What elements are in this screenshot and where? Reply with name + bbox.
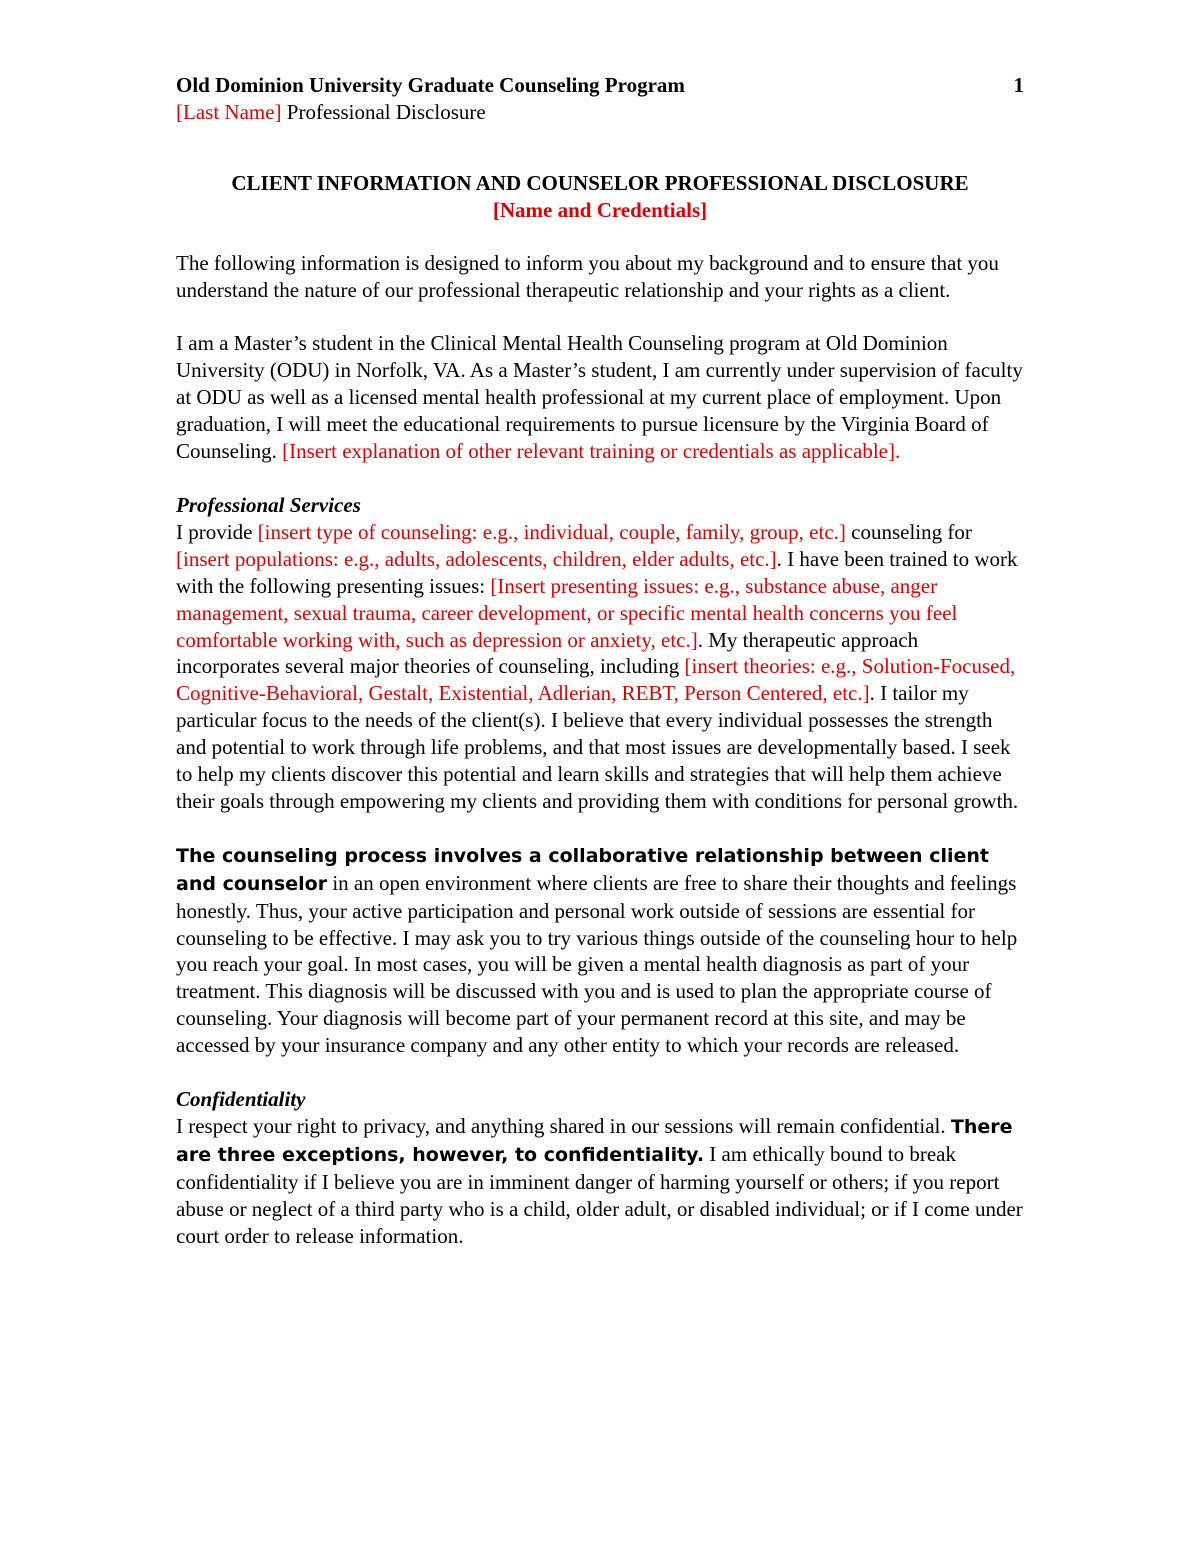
name-credentials-placeholder: [Name and Credentials] xyxy=(492,197,708,222)
confidentiality-text-2: I am ethically bound to break confidentiality if I believe you are in imminent danger of harming yourself or others; if you report abuse or neglect of a third party who is a child, older adult, or disabled individual; or if I come under court order to release information. xyxy=(176,1141,1023,1248)
confidentiality-text-1: I respect your right to privacy, and anything shared in our sessions will remain confidential. xyxy=(176,1114,951,1138)
presenting-issues-placeholder: [Insert presenting issues: e.g., substance abuse, anger management, sexual trauma, career development, or specific mental health concerns you feel comfortable working with, such as depression or anxiety, etc.] xyxy=(176,573,958,652)
intro-paragraph: The following information is designed to inform you about my background and to ensure that you understand the nature of our professional therapeutic relationship and your rights as a client. xyxy=(176,250,999,302)
counseling-process-paragraph xyxy=(176,842,1024,1059)
counseling-type-placeholder: [insert type of counseling: e.g., individual, couple, family, group, etc.] xyxy=(257,519,846,544)
program-title: Old Dominion University Graduate Counseling Program xyxy=(176,73,685,97)
document-body xyxy=(176,72,1024,1250)
populations-placeholder: [insert populations: e.g., adults, adolescents, children, elder adults, etc.] xyxy=(176,546,777,571)
background-paragraph xyxy=(176,330,1024,465)
services-text-2: counseling for xyxy=(845,519,972,544)
services-text-3: . I have been trained to work with the following presenting issues: xyxy=(176,546,1018,598)
counseling-process-text: in an open environment where clients are free to share their thoughts and feelings honestly. Thus, your active participation and personal work outside of sessions are essential for counseling to be effective. I may ask you to try various things outside of the counseling hour to help you reach your goal. In most cases, you will be given a mental health diagnosis as part of your treatment. This diagnosis will be discussed with you and is used to plan the appropriate course of counseling. Your diagnosis will become part of your permanent record at this site, and may be accessed by your insurance company and any other entity to which your records are released. xyxy=(176,870,1018,1058)
confidentiality-exceptions-bold: There are three exceptions, however, to confidentiality. xyxy=(176,1116,1013,1166)
last-name-placeholder: [Last Name] xyxy=(176,99,282,124)
running-subheader xyxy=(176,99,1024,126)
background-text: I am a Master’s student in the Clinical Mental Health Counseling program at Old Dominion University (ODU) in Norfolk, VA. As a Master’s student, I am currently under supervision of faculty at ODU as well as a licensed mental health professional at my current place of employment. Upon graduation, I will meet the educational requirements to pursue licensure by the Virginia Board of Counseling. xyxy=(176,331,1023,464)
page-number: 1 xyxy=(1013,73,1024,97)
confidentiality-paragraph xyxy=(176,1113,1024,1250)
services-text-5: . I tailor my particular focus to the needs of the client(s). I believe that every individual possesses the strength and potential to work through life problems, and that most issues are developmentally based. I seek to help my clients discover this potential and learn skills and strategies that will help them achieve their goals through empowering my clients and providing them with conditions for personal growth. xyxy=(176,681,1019,813)
services-text-4: . My therapeutic approach incorporates several major theories of counseling, including xyxy=(176,627,919,679)
credentials-placeholder: [Insert explanation of other relevant training or credentials as applicable]. xyxy=(282,439,901,464)
professional-services-heading: Professional Services xyxy=(176,492,361,517)
document-title-block xyxy=(176,170,1024,224)
running-header xyxy=(176,72,1024,99)
theories-placeholder: [insert theories: e.g., Solution-Focused, Cognitive-Behavioral, Gestalt, Existential, Adlerian, REBT, Person Centered, etc.] xyxy=(176,654,1016,706)
subheader-text: Professional Disclosure xyxy=(281,99,486,124)
confidentiality-heading: Confidentiality xyxy=(176,1087,306,1112)
professional-services-paragraph xyxy=(176,519,1024,815)
document-title: CLIENT INFORMATION AND COUNSELOR PROFESSIONAL DISCLOSURE xyxy=(231,170,969,195)
counseling-process-bold: The counseling process involves a collaborative relationship between client and counselor xyxy=(176,844,989,895)
services-text-1: I provide xyxy=(176,519,258,544)
